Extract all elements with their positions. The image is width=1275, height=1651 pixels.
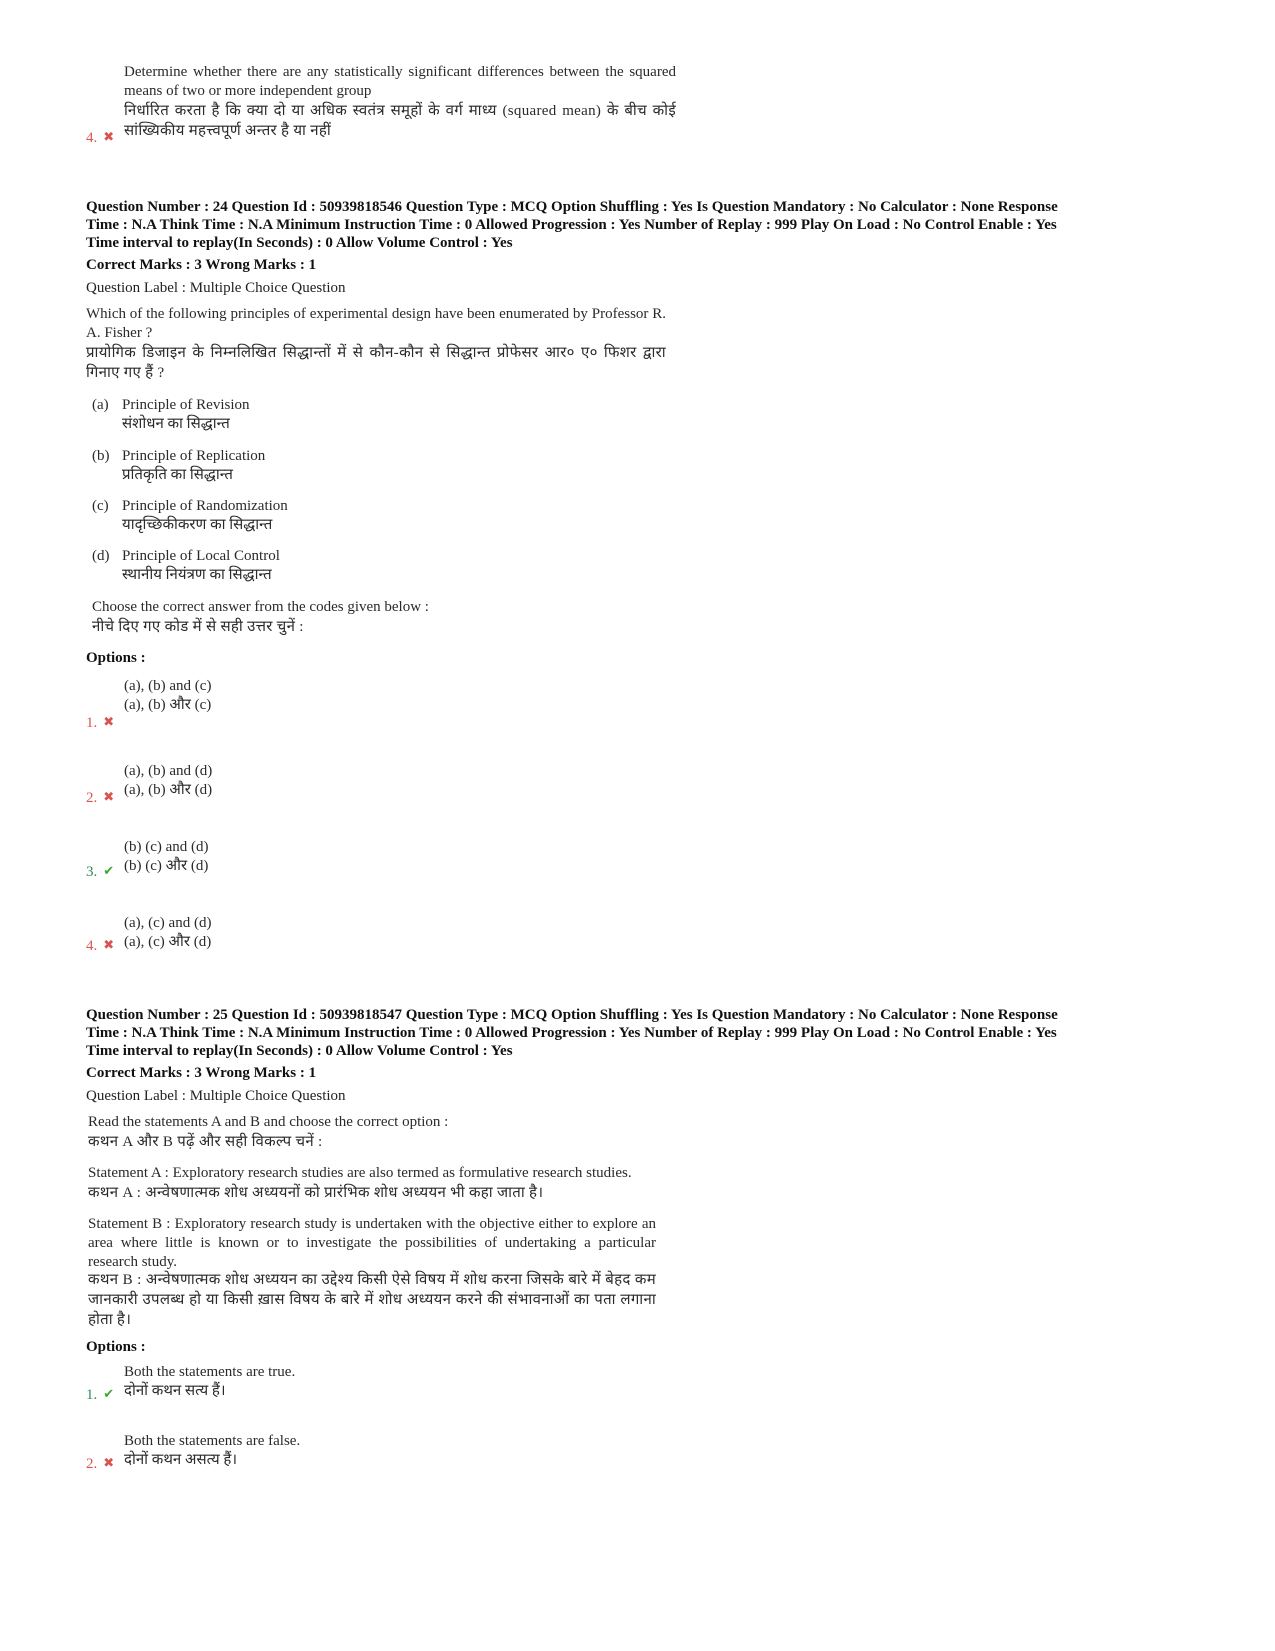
prev-option-4-marker (86, 129, 114, 147)
q24-meta-line-3: Time interval to replay(In Seconds) : 0 Allow Volume Control : Yes (86, 235, 513, 251)
item-text-hi: प्रतिकृति का सिद्धान्त (122, 467, 233, 483)
option-text-hi: (b) (c) और (d) (124, 858, 209, 874)
wrong-cross-icon: ✖ (103, 789, 115, 804)
q24-choose-en: Choose the correct answer from the codes given below : (92, 599, 429, 615)
wrong-cross-icon: ✖ (103, 714, 115, 729)
q24-item-d (92, 547, 280, 585)
q25-option-1-text (124, 1363, 295, 1401)
q24-item-c (92, 497, 288, 535)
option-number: 4. (86, 938, 98, 954)
q24-meta-line-2: Time : N.A Think Time : N.A Minimum Instruction Time : 0 Allowed Progression : Yes Number of Replay : 999 Play On Load : No Control Enable : Yes (86, 217, 1057, 233)
q24-option-4-marker (86, 937, 114, 955)
q24-question-en: Which of the following principles of experimental design have been enumerated by Professor R. A. Fisher ? (86, 306, 666, 341)
item-text-en: Principle of Replication (122, 448, 266, 464)
option-text-hi: दोनों कथन असत्य हैं। (124, 1452, 238, 1468)
q24-question-hi: प्रायोगिक डिजाइन के निम्नलिखित सिद्धान्तों में से कौन-कौन से सिद्धान्त प्रोफेसर आर० ए० फिशर द्वारा गिनाए गए हैं ? (86, 345, 666, 381)
option-text-hi: (a), (b) और (d) (124, 782, 213, 798)
item-label: (a) (92, 397, 109, 413)
option-text-en: (b) (c) and (d) (124, 839, 209, 855)
correct-check-icon: ✔ (103, 1386, 115, 1401)
q25-intro-en: Read the statements A and B and choose the correct option : (88, 1114, 449, 1130)
q24-option-4-text (124, 914, 211, 952)
option-number: 4. (86, 130, 98, 146)
option-text-en: (a), (b) and (d) (124, 763, 213, 779)
q25-meta-line-3: Time interval to replay(In Seconds) : 0 Allow Volume Control : Yes (86, 1043, 513, 1059)
q24-option-3-marker (86, 863, 114, 881)
option-text-en: Both the statements are true. (124, 1364, 296, 1380)
item-text-hi: यादृच्छिकीकरण का सिद्धान्त (122, 517, 273, 533)
option-number: 2. (86, 1456, 98, 1472)
q24-option-2-text (124, 762, 212, 800)
item-text-hi: संशोधन का सिद्धान्त (122, 416, 230, 432)
q24-option-1-text (124, 677, 211, 715)
option-number: 1. (86, 1387, 98, 1403)
item-text-en: Principle of Local Control (122, 548, 280, 564)
q24-item-a (92, 396, 250, 434)
option-text-en: Both the statements are false. (124, 1433, 301, 1449)
prev-option-4-text-hi: निर्धारित करता है कि क्या दो या अधिक स्वतंत्र समूहों के वर्ग माध्य (squared mean) के बीच कोई सांख्यिकीय महत्त्वपूर्ण अन्तर है या नहीं (124, 103, 676, 139)
q24-marks: Correct Marks : 3 Wrong Marks : 1 (86, 257, 317, 273)
q25-question-label: Question Label : Multiple Choice Question (86, 1088, 346, 1104)
option-text-en: (a), (b) and (c) (124, 678, 212, 694)
q25-option-2-marker (86, 1455, 114, 1473)
option-number: 1. (86, 715, 98, 731)
option-text-hi: (a), (c) और (d) (124, 934, 212, 950)
q25-option-1-marker (86, 1386, 114, 1404)
correct-check-icon: ✔ (103, 863, 115, 878)
option-text-hi: (a), (b) और (c) (124, 697, 212, 713)
q25-intro-hi: कथन A और B पढ़ें और सही विकल्प चनें : (88, 1134, 323, 1150)
q24-question-label: Question Label : Multiple Choice Question (86, 280, 346, 296)
q24-options-heading: Options : (86, 650, 146, 666)
wrong-cross-icon: ✖ (103, 1455, 115, 1470)
option-number: 3. (86, 864, 98, 880)
item-label: (c) (92, 498, 109, 514)
q24-option-2-marker (86, 789, 114, 807)
option-text-en: (a), (c) and (d) (124, 915, 212, 931)
q25-option-2-text (124, 1432, 300, 1470)
item-text-hi: स्थानीय नियंत्रण का सिद्धान्त (122, 567, 272, 583)
wrong-cross-icon: ✖ (103, 129, 115, 144)
q25-options-heading: Options : (86, 1339, 146, 1355)
item-label: (d) (92, 548, 110, 564)
q24-item-b (92, 447, 265, 485)
q25-meta-line-2: Time : N.A Think Time : N.A Minimum Instruction Time : 0 Allowed Progression : Yes Number of Replay : 999 Play On Load : No Control Enable : Yes (86, 1025, 1057, 1041)
option-text-hi: दोनों कथन सत्य हैं। (124, 1383, 226, 1399)
q24-meta-line-1: Question Number : 24 Question Id : 50939818546 Question Type : MCQ Option Shuffling : Yes Is Question Mandatory : No Calculator : None Response (86, 199, 1058, 215)
q25-statement-b-hi: कथन B : अन्वेषणात्मक शोध अध्ययन का उद्देश्य किसी ऐसे विषय में शोध करना जिसके बारे में बेहद कम जानकारी उपलब्ध हो या किसी ख़ास विषय के बारे में शोध अध्ययन करने की संभावनाओं का पता लगाना होता है। (88, 1272, 656, 1328)
q24-choose-hi: नीचे दिए गए कोड में से सही उत्तर चुनें : (92, 619, 304, 635)
q25-meta-line-1: Question Number : 25 Question Id : 50939818547 Question Type : MCQ Option Shuffling : Yes Is Question Mandatory : No Calculator : None Response (86, 1007, 1058, 1023)
q25-statement-b-en: Statement B : Exploratory research study is undertaken with the objective either to explore an area where little is known or to investigate the possibilities of undertaking a particular research study. (88, 1216, 656, 1270)
item-text-en: Principle of Revision (122, 397, 250, 413)
prev-option-4-text-en: Determine whether there are any statistically significant differences between the squared means of two or more independent group (124, 64, 676, 99)
item-label: (b) (92, 448, 110, 464)
option-number: 2. (86, 790, 98, 806)
q25-statement-a-en: Statement A : Exploratory research studies are also termed as formulative research studies. (88, 1165, 632, 1181)
wrong-cross-icon: ✖ (103, 937, 115, 952)
q24-option-1-marker (86, 714, 114, 732)
item-text-en: Principle of Randomization (122, 498, 288, 514)
q25-statement-a-hi: कथन A : अन्वेषणात्मक शोध अध्ययनों को प्रारंभिक शोध अध्ययन भी कहा जाता है। (88, 1185, 544, 1201)
q25-marks: Correct Marks : 3 Wrong Marks : 1 (86, 1065, 317, 1081)
q24-option-3-text (124, 838, 209, 876)
